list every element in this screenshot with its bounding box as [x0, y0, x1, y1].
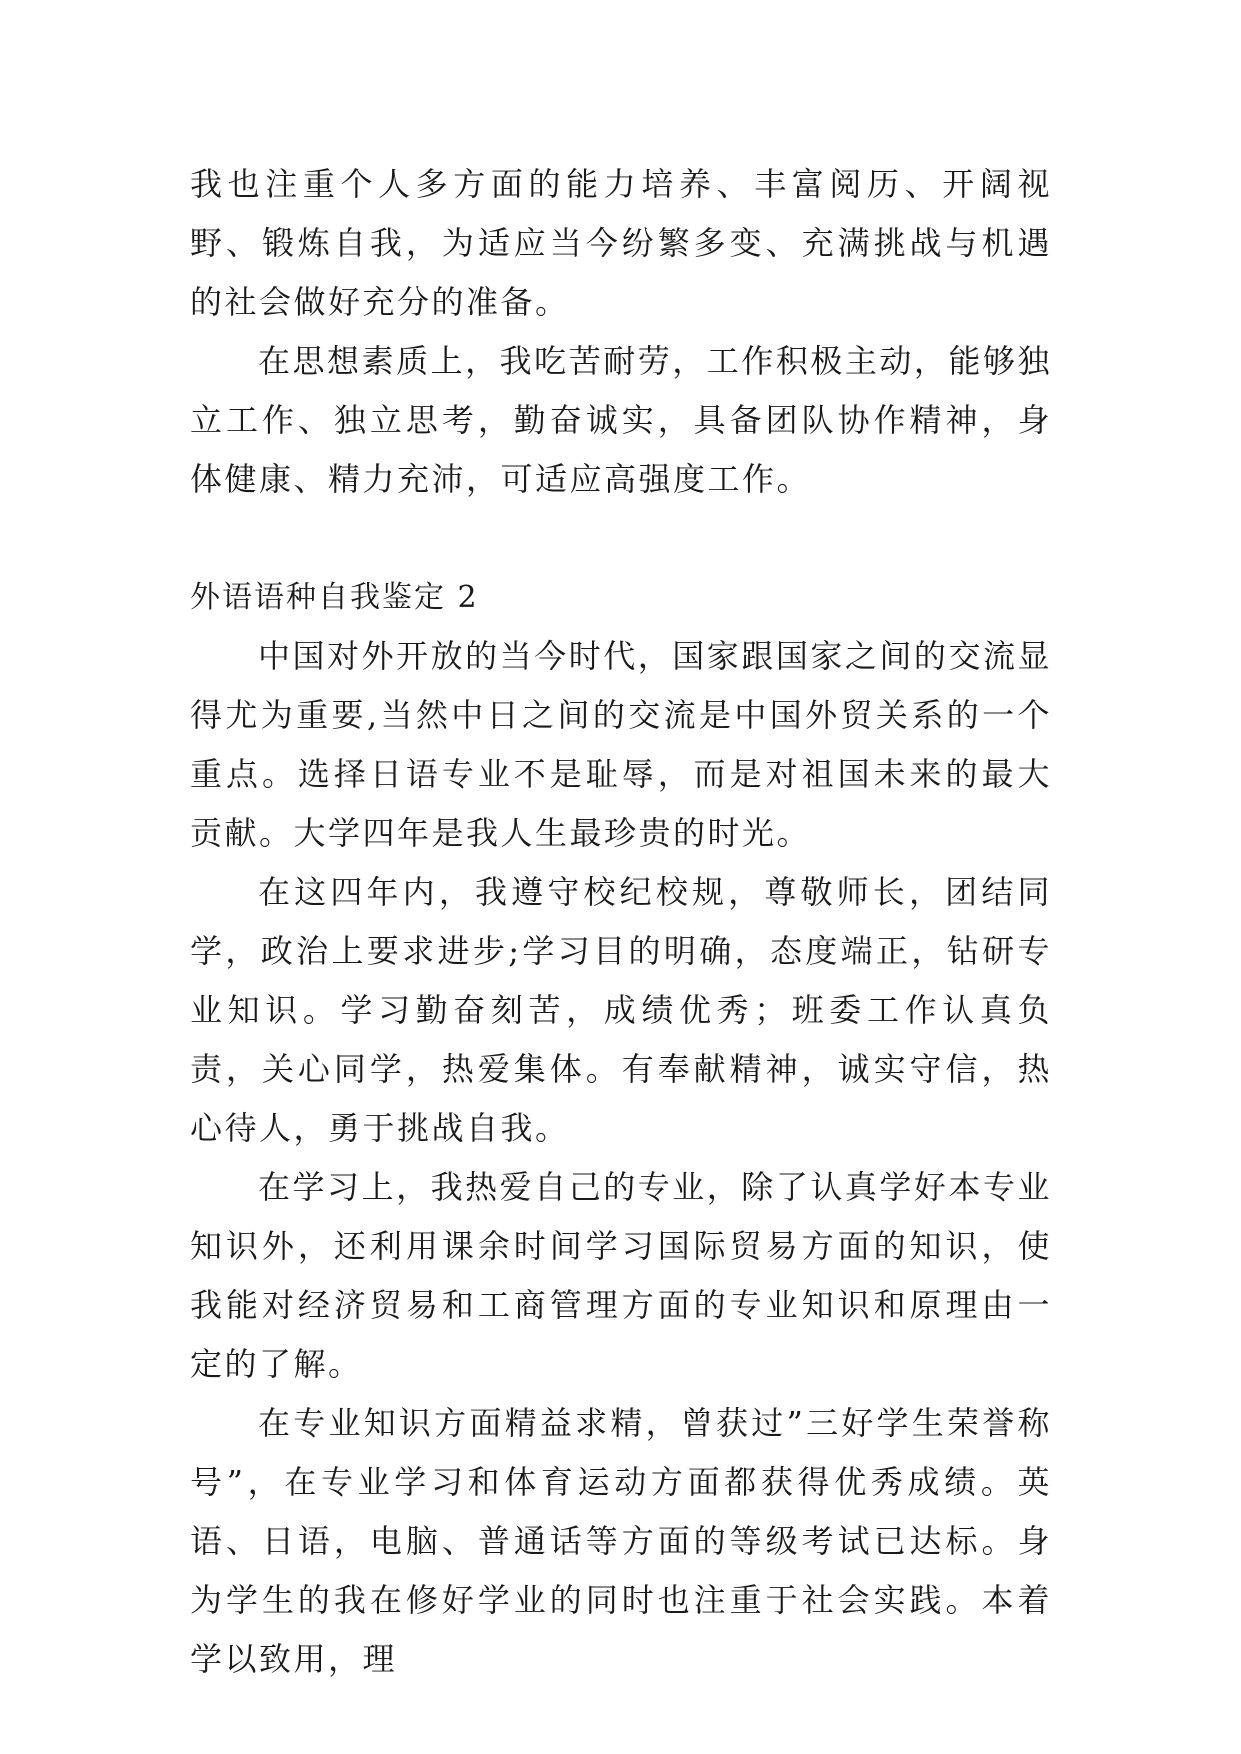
paragraph-study: 在学习上，我热爱自己的专业，除了认真学好本专业知识外，还利用课余时间学习国际贸易方面的知识，使我能对经济贸易和工商管理方面的专业知识和原理由一定的了解。: [190, 1168, 1052, 1383]
paragraph-intro: 中国对外开放的当今时代，国家跟国家之间的交流显得尤为重要,当然中日之间的交流是中国外贸关系的一个重点。选择日语专业不是耻辱，而是对祖国未来的最大贡献。大学四年是我人生最珍贵的时光。: [190, 637, 1052, 852]
paragraph-achievements: 在专业知识方面精益求精，曾获过”三好学生荣誉称号”，在专业学习和体育运动方面都获得优秀成绩。英语、日语，电脑、普通话等方面的等级考试已达标。身为学生的我在修好学业的同时也注重于社会实践。本着学以致用，理: [190, 1404, 1052, 1678]
paragraph-thought-quality: 在思想素质上，我吃苦耐劳，工作积极主动，能够独立工作、独立思考，勤奋诚实，具备团队协作精神，身体健康、精力充沛，可适应高强度工作。: [190, 342, 1052, 498]
paragraph-four-years: 在这四年内，我遵守校纪校规，尊敬师长，团结同学，政治上要求进步;学习目的明确，态度端正，钻研专业知识。学习勤奋刻苦，成绩优秀；班委工作认真负责，关心同学，热爱集体。有奉献精神，诚实守信，热心待人，勇于挑战自我。: [190, 873, 1052, 1147]
document-body: [190, 155, 1052, 1689]
paragraph-continuation: 我也注重个人多方面的能力培养、丰富阅历、开阔视野、锻炼自我，为适应当今纷繁多变、充满挑战与机遇的社会做好充分的准备。: [190, 165, 1052, 321]
section-spacer: [190, 509, 1052, 568]
section-heading: 外语语种自我鉴定 2: [190, 580, 479, 615]
